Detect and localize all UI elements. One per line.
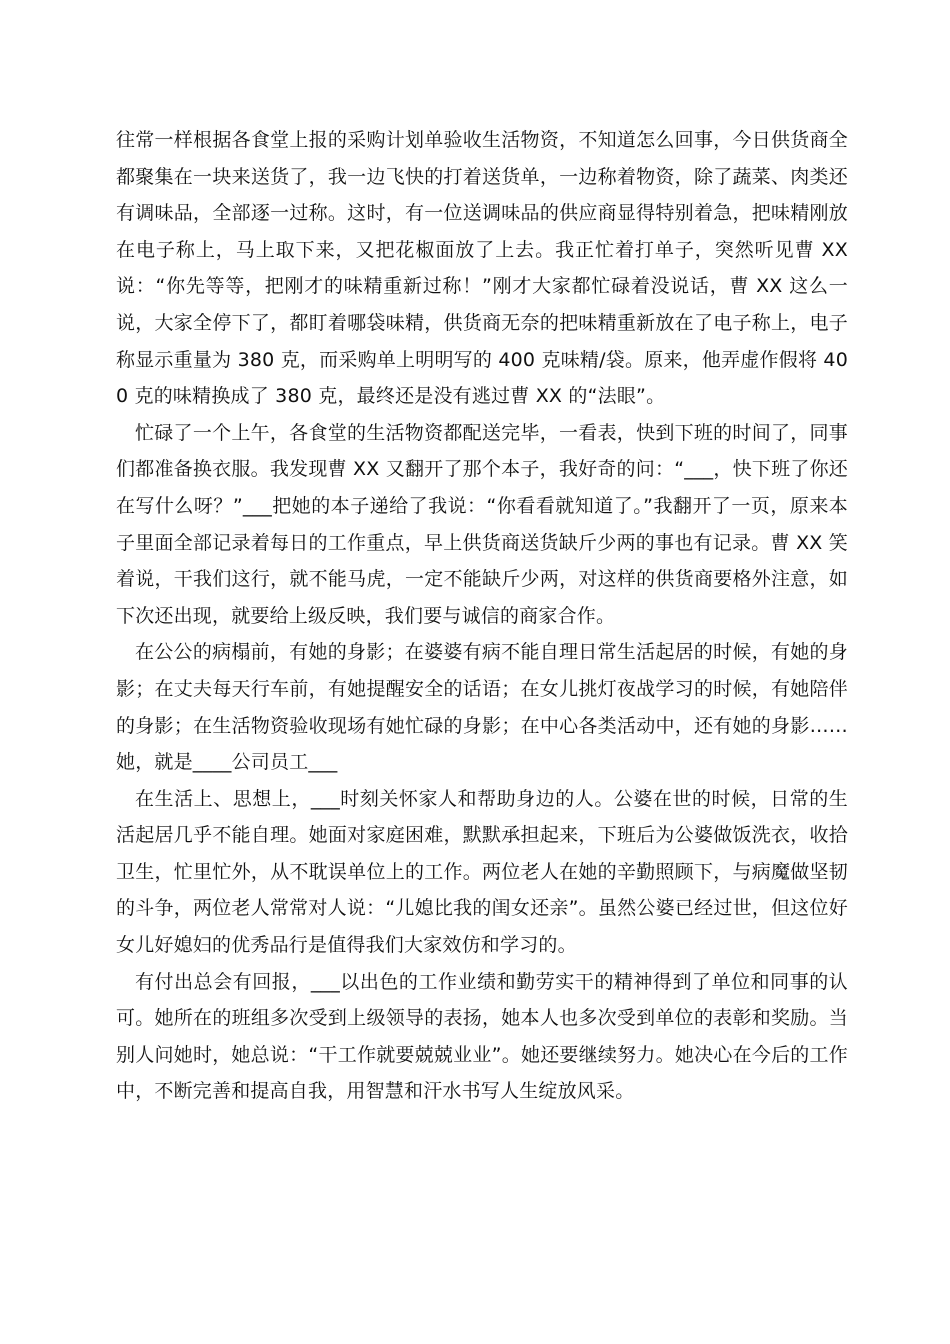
paragraph-4: 在生活上、思想上，___时刻关怀家人和帮助身边的人。公婆在世的时候，日常的生活起居几乎不能自理。她面对家庭困难，默默承担起来，下班后为公婆做饭洗衣，收拾卫生，忙里忙外，从不耽误单位上的工作。两位老人在她的辛勤照顾下，与病魔做坚韧的斗争，两位老人常常对人说：“儿媳比我的闺女还亲”。虽然公婆已经过世，但这位好女儿好媳妇的优秀品行是值得我们大家效仿和学习的。 xyxy=(116,787,848,957)
document-body xyxy=(116,122,848,1110)
paragraph-2: 忙碌了一个上午，各食堂的生活物资都配送完毕，一看表，快到下班的时间了，同事们都准备换衣服。我发现曹 XX 又翻开了那个本子，我好奇的问：“___，快下班了你还在写什么呀？”___把她的本子递给了我说：“你看看就知道了。”我翻开了一页，原来本子里面全部记录着每日的工作重点，早上供货商送货缺斤少两的事也有记录。曹 XX 笑着说，干我们这行，就不能马虎，一定不能缺斤少两，对这样的供货商要格外注意，如下次还出现，就要给上级反映，我们要与诚信的商家合作。 xyxy=(116,421,848,627)
paragraph-1: 往常一样根据各食堂上报的采购计划单验收生活物资，不知道怎么回事，今日供货商全都聚集在一块来送货了，我一边飞快的打着送货单，一边称着物资，除了蔬菜、肉类还有调味品，全部逐一过称。这时，有一位送调味品的供应商显得特别着急，把味精刚放在电子称上，马上取下来，又把花椒面放了上去。我正忙着打单子，突然听见曹 XX 说：“你先等等，把刚才的味精重新过称！”刚才大家都忙碌着没说话，曹 XX 这么一说，大家全停下了，都盯着哪袋味精，供货商无奈的把味精重新放在了电子称上，电子称显示重量为 380 克，而采购单上明明写的 400 克味精/袋。原来，他弄虚作假将 400 克的味精换成了 380 克，最终还是没有逃过曹 XX 的“法眼”。 xyxy=(116,129,848,408)
paragraph-5: 有付出总会有回报，___以出色的工作业绩和勤劳实干的精神得到了单位和同事的认可。她所在的班组多次受到上级领导的表扬，她本人也多次受到单位的表彰和奖励。当别人问她时，她总说：“干工作就要兢兢业业”。她还要继续努力。她决心在今后的工作中，不断完善和提高自我，用智慧和汗水书写人生绽放风采。 xyxy=(116,970,848,1103)
paragraph-3: 在公公的病榻前，有她的身影；在婆婆有病不能自理日常生活起居的时候，有她的身影；在丈夫每天行车前，有她提醒安全的话语；在女儿挑灯夜战学习的时候，有她陪伴的身影；在生活物资验收现场有她忙碌的身影；在中心各类活动中，还有她的身影……她，就是____公司员工___ xyxy=(116,641,848,774)
